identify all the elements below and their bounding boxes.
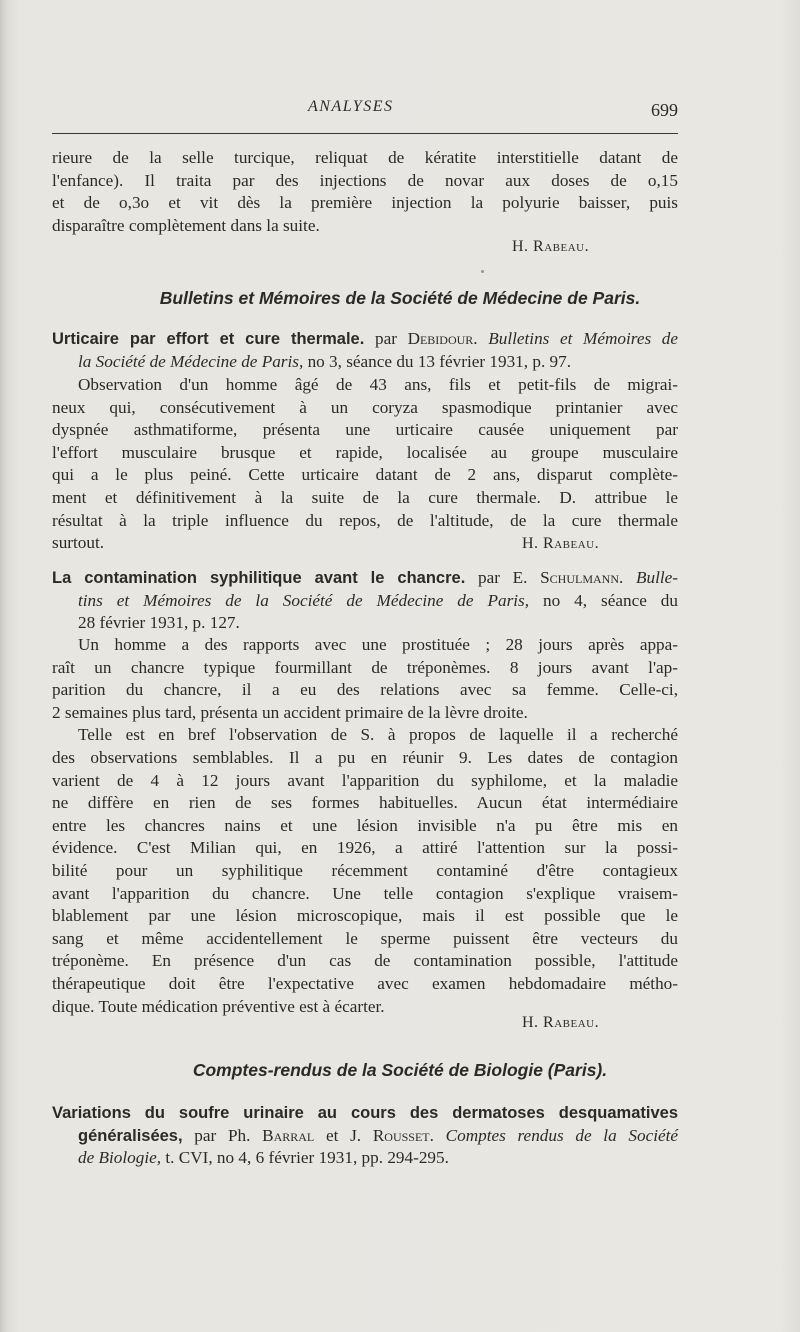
- text-line: avant l'apparition du chancre. Une telle contagion s'explique vraisem-: [52, 883, 678, 903]
- author: Barral: [262, 1125, 315, 1145]
- source: Bulletins et Mémoires de: [488, 329, 678, 348]
- article-title: Urticaire par effort et cure thermale.: [52, 330, 365, 348]
- text-line: l'enfance). Il traita par des injections de novar aux doses de o,15: [52, 170, 678, 190]
- text-line: dique. Toute médication préventive est à écarter.: [52, 996, 385, 1016]
- article-body: [52, 634, 678, 1018]
- text-line: parition du chancre, il a eu des relations avec sa femme. Celle-ci,: [52, 680, 678, 700]
- text-line: qui a le plus peiné. Cette urticaire datant de 2 ans, disparut complète-: [52, 465, 678, 485]
- text-line: bilité pour un syphilitique récemment contaminé d'être contagieux: [52, 860, 678, 880]
- text-line: varient de 4 à 12 jours avant l'apparition du syphilome, et la maladie: [52, 770, 678, 790]
- author: Schulmann.: [540, 568, 624, 587]
- signature: H. Rabeau.: [512, 238, 590, 255]
- section-heading: Comptes-rendus de la Société de Biologie (Paris).: [192, 1060, 608, 1080]
- text-line: rieure de la selle turcique, reliquat de kératite interstitielle datant de: [52, 148, 678, 167]
- article-title-line: [52, 1125, 678, 1148]
- article-title-continued: généralisées,: [78, 1126, 183, 1145]
- article-title-line: [52, 1102, 678, 1125]
- text-line: ne diffère en rien de ses formes habituelles. Aucun état intermédiaire: [52, 793, 678, 813]
- text-line: ment et définitivement à la suite de la cure thermale. D. attribue le: [52, 487, 678, 507]
- text-line: raît un chancre typique fourmillant de tréponèmes. 8 jours avant l'ap-: [52, 657, 678, 677]
- text-line: l'effort musculaire brusque et rapide, localisée au groupe musculaire: [52, 442, 678, 462]
- article-title: Variations du soufre urinaire au cours des dermatoses desquamatives: [52, 1104, 678, 1122]
- article-ref-line: 28 février 1931, p. 127.: [78, 613, 240, 633]
- author: Debidour.: [407, 329, 478, 348]
- page-number: 699: [651, 100, 678, 120]
- text-line: blablement par une lésion microscopique, mais il est possible que le: [52, 906, 678, 926]
- reference: t. CVI, no 4, 6 février 1931, pp. 294-295.: [165, 1148, 449, 1168]
- text-line: surtout.: [52, 533, 105, 553]
- text-line: Telle est en bref l'observation de S. à propos de laquelle il a recherché: [78, 725, 678, 745]
- author: Rousset.: [372, 1125, 434, 1145]
- text-line: entre les chancres nains et une lésion invisible n'a pu être mis en: [52, 815, 678, 835]
- intro-paragraph: [52, 147, 678, 237]
- by-text: par E.: [477, 568, 528, 587]
- text-line: thérapeutique doit être l'expectative avec examen hebdomadaire métho-: [52, 973, 678, 993]
- source-continued: tins et Mémoires de la Société de Médecine de Paris,: [78, 590, 530, 610]
- text-line: Observation d'un homme âgé de 43 ans, fils et petit-fils de migrai-: [78, 375, 678, 394]
- article-header: [52, 328, 678, 373]
- text-line: 2 semaines plus tard, présenta un accident primaire de la lèvre droite.: [52, 702, 528, 722]
- running-title: ANALYSES: [308, 98, 394, 115]
- text-line: résultat à la triple influence du repos, de l'altitude, de la cure thermale: [52, 510, 678, 530]
- source-continued: la Société de Médecine de Paris,: [78, 351, 304, 371]
- text-line: dyspnée asthmatiforme, présenta une urticaire causée uniquement par: [52, 420, 678, 440]
- article-body: [52, 374, 678, 555]
- text-line: sang et même accidentellement le sperme puissent être vecteurs du: [52, 928, 678, 948]
- by-text: par: [374, 329, 397, 348]
- reference: no 4, séance du: [543, 590, 678, 610]
- article-ref-line: [52, 1147, 678, 1170]
- article-ref-line: [52, 351, 678, 374]
- article-title: La contamination syphilitique avant le chancre.: [52, 569, 466, 587]
- by-text: par Ph.: [194, 1125, 251, 1145]
- running-head: [52, 98, 678, 122]
- text-line: et de o,3o et vit dès la première injection la polyurie baisser, puis: [52, 193, 678, 213]
- text-line: évidence. C'est Milian qui, en 1926, a attiré l'attention sur la possi-: [52, 838, 678, 858]
- signature: H. Rabeau.: [522, 535, 600, 552]
- article-header: [52, 567, 678, 635]
- signature: H. Rabeau.: [522, 1014, 600, 1031]
- article-title-line: [52, 567, 678, 590]
- header-rule: [52, 133, 678, 134]
- text-line: Un homme a des rapports avec une prostituée ; 28 jours après appa-: [78, 635, 678, 654]
- and-text: et J.: [325, 1125, 362, 1145]
- speck: [481, 270, 484, 273]
- source: Bulle-: [636, 568, 678, 587]
- text-line: des observations semblables. Il a pu en réunir 9. Les dates de contagion: [52, 747, 678, 767]
- text-line: disparaître complètement dans la suite.: [52, 215, 320, 235]
- article-title-line: [52, 328, 678, 351]
- reference: no 3, séance du 13 février 1931, p. 97.: [307, 351, 572, 371]
- article-header: [52, 1102, 678, 1170]
- source: Comptes rendus de la Société: [445, 1125, 679, 1145]
- text-line: neux qui, consécutivement à un coryza spasmodique printanier avec: [52, 397, 678, 417]
- text-line: tréponème. En présence d'un cas de contamination possible, l'attitude: [52, 951, 678, 971]
- section-heading: Bulletins et Mémoires de la Société de Médecine de Paris.: [159, 288, 641, 308]
- source-continued: de Biologie,: [78, 1148, 162, 1168]
- article-source-line: [52, 590, 678, 613]
